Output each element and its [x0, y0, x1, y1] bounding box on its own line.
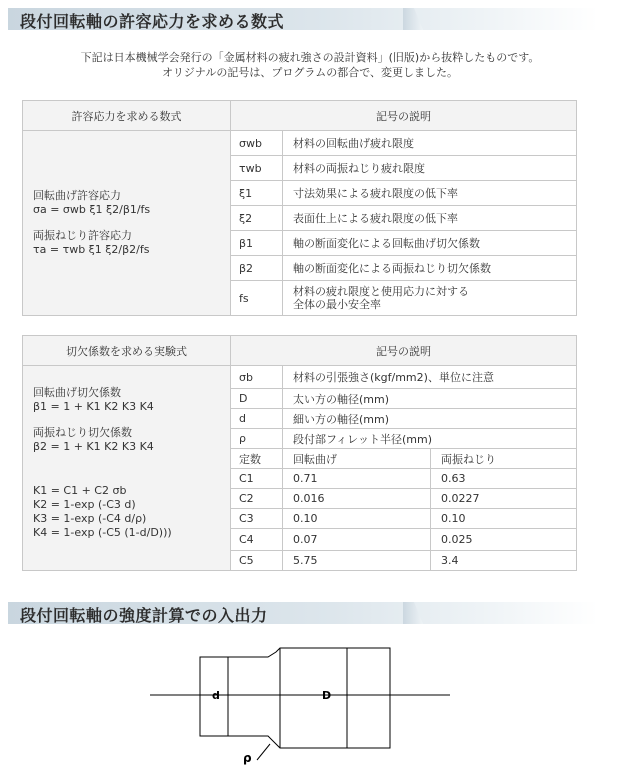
- constant-torsion-value: 0.0227: [431, 489, 577, 509]
- section-heading-io: [8, 602, 598, 624]
- notch-factor-table: [22, 335, 577, 571]
- fillet-leader-line: [257, 744, 270, 760]
- page-title: 段付回転軸の許容応力を求める数式: [20, 12, 285, 31]
- k2-formula: K2 = 1-exp (-C3 d): [33, 498, 136, 511]
- constant-name: C5: [231, 551, 283, 571]
- section-heading-allowable-stress: [8, 8, 598, 30]
- symbol-cell: D: [231, 389, 283, 409]
- constant-bend-value: 0.016: [283, 489, 431, 509]
- table1-header-right: 記号の説明: [231, 101, 577, 131]
- description-line: 材料の疲れ限度と使用応力に対する: [293, 285, 469, 298]
- constant-torsion-value: 0.63: [431, 469, 577, 489]
- constant-bend-value: 0.07: [283, 529, 431, 551]
- constant-bend-value: 0.71: [283, 469, 431, 489]
- torsion-notch-formula: β2 = 1 + K1 K2 K3 K4: [33, 440, 154, 453]
- table2-formula-cell: [23, 366, 231, 571]
- intro-line-2: オリジナルの記号は、プログラムの都合で、変更しました。: [161, 66, 459, 79]
- bend-notch-label: 回転曲げ切欠係数: [33, 386, 121, 399]
- symbol-cell: ξ2: [231, 206, 283, 231]
- symbol-cell: ρ: [231, 429, 283, 449]
- intro-line-1: 下記は日本機械学会発行の「金属材料の疲れ強さの設計資料」(旧版)から抜粋したものです。: [80, 51, 540, 64]
- symbol-cell: σb: [231, 366, 283, 389]
- symbol-cell: τwb: [231, 156, 283, 181]
- description-cell: 軸の断面変化による両振ねじり切欠係数: [283, 256, 577, 281]
- constant-name: C2: [231, 489, 283, 509]
- k3-formula: K3 = 1-exp (-C4 d/ρ): [33, 512, 147, 525]
- description-cell: 寸法効果による疲れ限度の低下率: [283, 181, 577, 206]
- constant-torsion-value: 3.4: [431, 551, 577, 571]
- constant-bend-value: 0.10: [283, 509, 431, 529]
- description-cell: 段付部フィレット半径(mm): [283, 429, 577, 449]
- table2-header-right: 記号の説明: [231, 336, 577, 366]
- symbol-cell: d: [231, 409, 283, 429]
- allowable-stress-table: [22, 100, 577, 316]
- description-cell: 軸の断面変化による回転曲げ切欠係数: [283, 231, 577, 256]
- table2-header-left: 切欠係数を求める実験式: [23, 336, 231, 366]
- k1-formula: K1 = C1 + C2 σb: [33, 484, 127, 497]
- constant-name: C4: [231, 529, 283, 551]
- description-cell: 材料の引張強さ(kgf/mm2)、単位に注意: [283, 366, 577, 389]
- torsion-allowable-formula: τa = τwb ξ1 ξ2/β2/fs: [33, 243, 150, 256]
- table1-formula-cell: [23, 131, 231, 316]
- constant-name: C3: [231, 509, 283, 529]
- description-cell: [283, 281, 577, 316]
- constant-torsion-value: 0.10: [431, 509, 577, 529]
- constant-name: C1: [231, 469, 283, 489]
- torsion-allowable-label: 両振ねじり許容応力: [33, 229, 132, 242]
- description-line: 全体の最小安全率: [293, 298, 381, 311]
- intro-text: [0, 50, 620, 80]
- bend-notch-formula: β1 = 1 + K1 K2 K3 K4: [33, 400, 154, 413]
- section-title: 段付回転軸の強度計算での入出力: [20, 606, 268, 625]
- bend-allowable-formula: σa = σwb ξ1 ξ2/β1/fs: [33, 203, 151, 216]
- small-diameter-label: d: [212, 689, 220, 702]
- large-diameter-label: D: [322, 689, 332, 702]
- constant-torsion-value: 0.025: [431, 529, 577, 551]
- fillet-radius-label: ρ: [243, 751, 252, 765]
- description-cell: 太い方の軸径(mm): [283, 389, 577, 409]
- table1-header-left: 許容応力を求める数式: [23, 101, 231, 131]
- bend-allowable-label: 回転曲げ許容応力: [33, 189, 121, 202]
- symbol-cell: σwb: [231, 131, 283, 156]
- description-cell: 材料の回転曲げ疲れ限度: [283, 131, 577, 156]
- symbol-cell: β1: [231, 231, 283, 256]
- torsion-notch-label: 両振ねじり切欠係数: [33, 426, 132, 439]
- description-cell: 表面仕上による疲れ限度の低下率: [283, 206, 577, 231]
- symbol-cell: β2: [231, 256, 283, 281]
- symbol-cell: fs: [231, 281, 283, 316]
- constants-header-name: 定数: [231, 449, 283, 469]
- description-cell: 材料の両振ねじり疲れ限度: [283, 156, 577, 181]
- k4-formula: K4 = 1-exp (-C5 (1-d/D))): [33, 526, 172, 539]
- constants-header-torsion: 両振ねじり: [431, 449, 577, 469]
- stepped-shaft-diagram: [140, 640, 460, 765]
- constant-bend-value: 5.75: [283, 551, 431, 571]
- symbol-cell: ξ1: [231, 181, 283, 206]
- description-cell: 細い方の軸径(mm): [283, 409, 577, 429]
- constants-header-bend: 回転曲げ: [283, 449, 431, 469]
